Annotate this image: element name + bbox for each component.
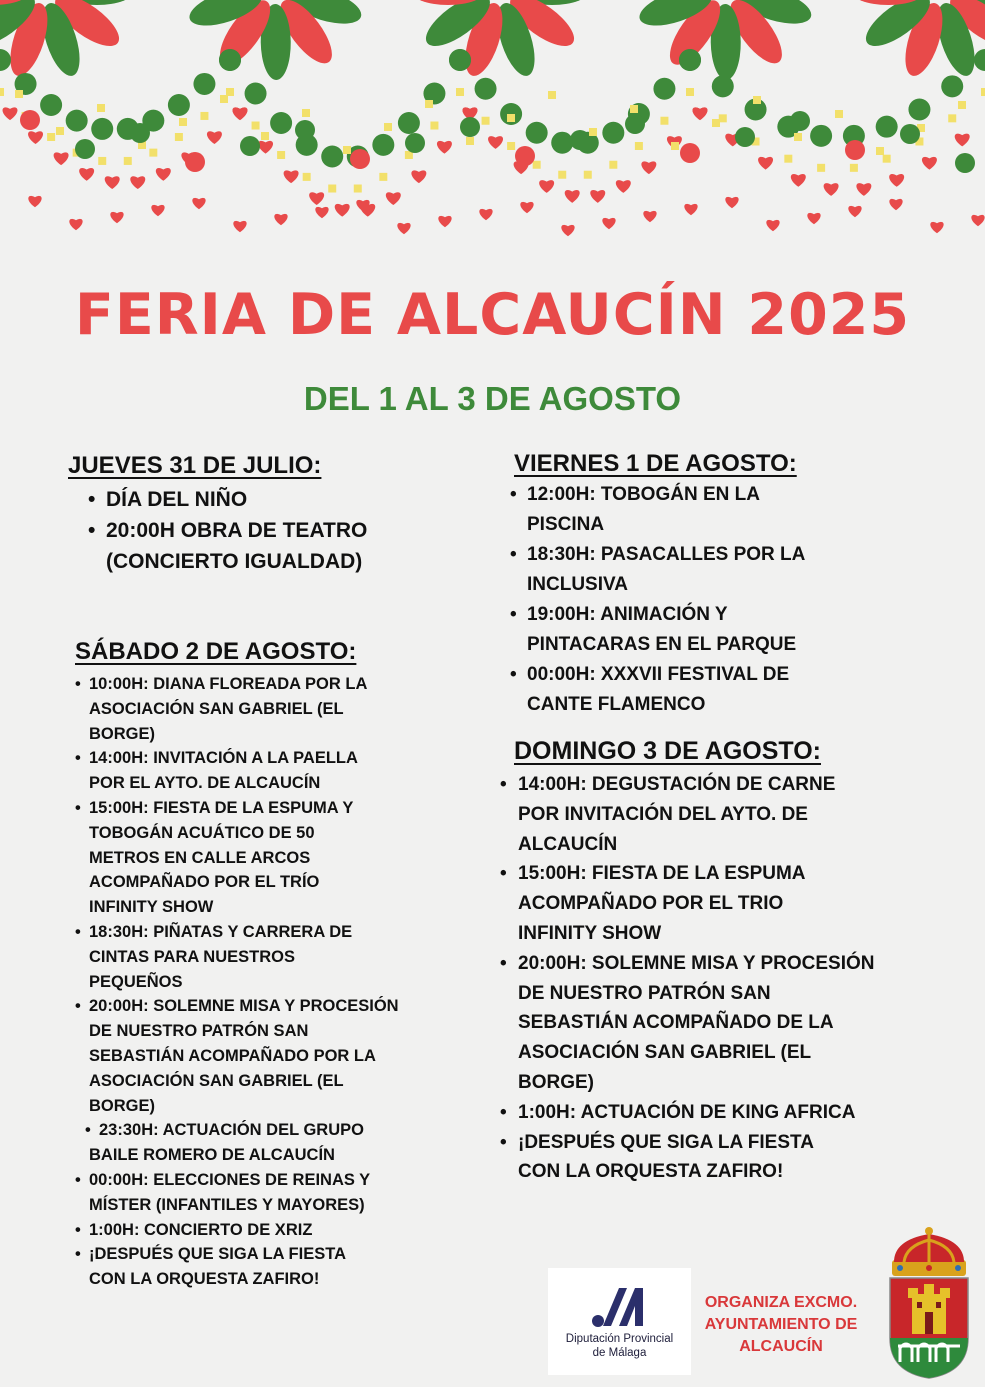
dot-shape — [515, 146, 535, 166]
dot-shape — [460, 117, 480, 137]
confetti-square-shape — [712, 119, 720, 127]
heart-icon — [971, 215, 984, 226]
heart-icon — [561, 225, 574, 236]
event-list-viernes — [514, 480, 854, 720]
confetti-square-shape — [507, 114, 515, 122]
confetti-square-shape — [784, 155, 792, 163]
confetti-square-shape — [635, 142, 643, 150]
heart-icon — [28, 131, 43, 144]
heart-icon — [192, 198, 205, 209]
heart-icon — [233, 221, 246, 232]
list-item: • 14:00H: INVITACIÓN A LA PAELLA POR EL AYTO. DE ALCAUCÍN — [89, 746, 389, 796]
heart-icon — [110, 212, 123, 223]
confetti-square-shape — [958, 101, 966, 109]
confetti-square-shape — [835, 110, 843, 118]
day-domingo — [514, 737, 894, 1187]
heart-icon — [437, 141, 452, 154]
page-title: FERIA DE ALCAUCÍN 2025 — [74, 282, 911, 348]
confetti-square-shape — [384, 123, 392, 131]
heart-icon — [28, 196, 41, 207]
confetti-square-shape — [794, 133, 802, 141]
dot-shape — [845, 140, 865, 160]
confetti-square-shape — [175, 133, 183, 141]
heart-icon — [438, 216, 451, 227]
heart-icon — [397, 223, 410, 234]
green-dot-shape — [245, 83, 267, 105]
sponsor-name-line1: Diputación Provincial — [565, 1333, 674, 1345]
confetti-square-shape — [609, 161, 617, 169]
list-item: • 23:30H: ACTUACIÓN DEL GRUPO BAILE ROMERO DE ALCAUCÍN — [89, 1118, 389, 1168]
list-item: • 1:00H: CONCIERTO DE XRIZ — [89, 1218, 399, 1243]
green-dot-shape — [398, 112, 420, 134]
confetti-square-shape — [261, 132, 269, 140]
dot-shape — [680, 143, 700, 163]
green-dot-shape — [193, 73, 215, 95]
confetti-square-shape — [584, 171, 592, 179]
confetti-square-shape — [430, 122, 438, 130]
confetti-square-shape — [47, 133, 55, 141]
green-dot-shape — [941, 75, 963, 97]
green-dot-shape — [372, 134, 394, 156]
heart-icon — [284, 170, 299, 183]
dot-shape — [350, 149, 370, 169]
dot-shape — [735, 127, 755, 147]
green-dot-shape — [449, 49, 471, 71]
heart-icon — [930, 222, 943, 233]
confetti-square-shape — [589, 128, 597, 136]
confetti-square-shape — [56, 127, 64, 135]
sponsor-name — [548, 1332, 691, 1360]
confetti-square-shape — [425, 100, 433, 108]
heart-icon — [922, 157, 937, 170]
confetti-square-shape — [630, 105, 638, 113]
list-item: • 15:00H: FIESTA DE LA ESPUMA ACOMPAÑADO POR EL TRIO INFINITY SHOW — [518, 859, 838, 948]
confetti-square-shape — [466, 137, 474, 145]
list-item: • 00:00H: ELECCIONES DE REINAS Y MÍSTER (INFANTILES Y MAYORES) — [89, 1168, 399, 1218]
confetti-square-shape — [226, 88, 234, 96]
event-list-domingo — [514, 770, 894, 1187]
heart-icon — [79, 168, 94, 181]
heart-icon — [3, 107, 18, 120]
green-dot-shape — [679, 49, 701, 71]
confetti-square-shape — [817, 164, 825, 172]
heart-icon — [565, 190, 580, 203]
day-heading-domingo: DOMINGO 3 DE AGOSTO: — [514, 737, 821, 765]
heart-icon — [807, 213, 820, 224]
heart-icon — [309, 192, 324, 205]
green-dot-shape — [475, 78, 497, 100]
event-dates: DEL 1 AL 3 DE AGOSTO — [303, 380, 682, 417]
dot-shape — [405, 133, 425, 153]
heart-icon — [258, 141, 273, 154]
green-dot-shape — [712, 75, 734, 97]
list-item: • 20:00H OBRA DE TEATRO (CONCIERTO IGUALDAD) — [106, 515, 406, 577]
list-item: • 1:00H: ACTUACIÓN DE KING AFRICA — [518, 1098, 883, 1128]
dot-shape — [185, 152, 205, 172]
confetti-square-shape — [533, 161, 541, 169]
heart-icon — [641, 161, 656, 174]
green-dot-shape — [876, 116, 898, 138]
day-jueves — [68, 452, 468, 577]
heart-icon — [539, 180, 554, 193]
organizer-line1: ORGANIZA EXCMO. — [704, 1294, 858, 1311]
heart-icon — [479, 209, 492, 220]
dot-shape — [295, 120, 315, 140]
organizer-line2: AYUNTAMIENTO DE — [704, 1316, 858, 1333]
heart-icon — [693, 107, 708, 120]
heart-icon — [602, 218, 615, 229]
list-item: • 10:00H: DIANA FLOREADA POR LA ASOCIACIÓN SAN GABRIEL (EL BORGE) — [89, 672, 394, 746]
green-dot-shape — [91, 118, 113, 140]
list-item: • 00:00H: XXXVII FESTIVAL DE CANTE FLAMENCO — [527, 660, 832, 720]
green-dot-shape — [66, 110, 88, 132]
confetti-square-shape — [302, 109, 310, 117]
list-item: • DÍA DEL NIÑO — [106, 484, 468, 515]
confetti-square-shape — [220, 95, 228, 103]
confetti-square-shape — [379, 173, 387, 181]
confetti-square-shape — [456, 88, 464, 96]
heart-icon — [130, 176, 145, 189]
event-list-jueves — [68, 484, 468, 577]
heart-icon — [69, 219, 82, 230]
green-dot-shape — [321, 146, 343, 168]
heart-icon — [207, 131, 222, 144]
heart-icon — [156, 168, 171, 181]
heart-icon — [616, 180, 631, 193]
confetti-square-shape — [0, 88, 4, 96]
confetti-square-shape — [343, 146, 351, 154]
day-sabado — [75, 638, 425, 1292]
confetti-square-shape — [124, 157, 132, 165]
day-viernes — [514, 450, 854, 720]
confetti-square-shape — [558, 171, 566, 179]
heart-icon — [151, 205, 164, 216]
heart-icon — [315, 207, 328, 218]
confetti-square-shape — [948, 114, 956, 122]
dot-shape — [130, 123, 150, 143]
heart-icon — [684, 204, 697, 215]
confetti-square-shape — [252, 122, 260, 130]
confetti-square-shape — [686, 88, 694, 96]
confetti-square-shape — [149, 149, 157, 157]
confetti-square-shape — [328, 185, 336, 193]
heart-icon — [758, 157, 773, 170]
dot-shape — [75, 139, 95, 159]
list-item: • ¡DESPUÉS QUE SIGA LA FIESTA CON LA ORQUESTA ZAFIRO! — [89, 1242, 374, 1292]
list-item: • 19:00H: ANIMACIÓN Y PINTACARAS EN EL PARQUE — [527, 600, 827, 660]
heart-icon — [889, 174, 904, 187]
green-dot-shape — [168, 94, 190, 116]
organizer-text — [696, 1292, 866, 1358]
green-dot-shape — [0, 49, 11, 71]
sponsor-name-line2: de Málaga — [592, 1347, 647, 1359]
green-dot-shape — [219, 49, 241, 71]
dot-shape — [900, 124, 920, 144]
heart-icon — [590, 190, 605, 203]
green-dot-shape — [551, 132, 573, 154]
heart-icon — [411, 170, 426, 183]
confetti-square-shape — [850, 164, 858, 172]
confetti-square-shape — [200, 112, 208, 120]
festive-garland-decoration — [0, 0, 985, 250]
heart-icon — [856, 183, 871, 196]
confetti-square-shape — [548, 91, 556, 99]
green-dot-shape — [810, 125, 832, 147]
confetti-square-shape — [98, 157, 106, 165]
heart-icon — [105, 176, 120, 189]
confetti-square-shape — [753, 96, 761, 104]
confetti-square-shape — [277, 151, 285, 159]
list-item: • 15:00H: FIESTA DE LA ESPUMA Y TOBOGÁN ACUÁTICO DE 50 METROS EN CALLE ARCOS ACOMPAÑADO POR EL TRÍO INFINITY SHOW — [89, 796, 384, 920]
confetti-square-shape — [482, 117, 490, 125]
heart-icon — [848, 206, 861, 217]
heart-icon — [955, 134, 970, 147]
green-dot-shape — [40, 94, 62, 116]
heart-icon — [824, 183, 839, 196]
confetti-square-shape — [507, 142, 515, 150]
day-heading-viernes: VIERNES 1 DE AGOSTO: — [514, 450, 797, 477]
list-item: • 12:00H: TOBOGÁN EN LA PISCINA — [527, 480, 797, 540]
heart-icon — [488, 136, 503, 149]
dot-shape — [570, 130, 590, 150]
confetti-square-shape — [15, 90, 23, 98]
list-item: • 18:30H: PIÑATAS Y CARRERA DE CINTAS PARA NUESTROS PEQUEÑOS — [89, 920, 379, 994]
confetti-square-shape — [303, 173, 311, 181]
heart-icon — [889, 199, 902, 210]
list-item: • 20:00H: SOLEMNE MISA Y PROCESIÓN DE NUESTRO PATRÓN SAN SEBASTIÁN ACOMPAÑADO POR LA ASOCIACIÓN SAN GABRIEL (EL BORGE) — [89, 994, 399, 1118]
green-dot-shape — [270, 112, 292, 134]
day-heading-sabado: SÁBADO 2 DE AGOSTO: — [75, 638, 357, 665]
list-item: • ¡DESPUÉS QUE SIGA LA FIESTA CON LA ORQUESTA ZAFIRO! — [518, 1128, 838, 1188]
heart-icon — [233, 107, 248, 120]
confetti-square-shape — [981, 88, 985, 96]
green-dot-shape — [602, 122, 624, 144]
heart-icon — [54, 152, 69, 165]
heart-icon — [725, 197, 738, 208]
list-item: • 20:00H: SOLEMNE MISA Y PROCESIÓN DE NUESTRO PATRÓN SAN SEBASTIÁN ACOMPAÑADO DE LA ASOCIACIÓN SAN GABRIEL (EL BORGE) — [518, 949, 880, 1098]
confetti-square-shape — [354, 185, 362, 193]
heart-icon — [386, 192, 401, 205]
heart-icon — [335, 204, 350, 217]
dot-shape — [790, 111, 810, 131]
list-item: • 18:30H: PASACALLES POR LA INCLUSIVA — [527, 540, 807, 600]
green-dot-shape — [908, 98, 930, 120]
dot-shape — [955, 153, 975, 173]
heart-icon — [274, 214, 287, 225]
confetti-square-shape — [660, 117, 668, 125]
event-list-sabado — [75, 672, 425, 1292]
heart-icon — [791, 174, 806, 187]
coat-of-arms-icon — [884, 1226, 974, 1380]
confetti-square-shape — [97, 104, 105, 112]
list-item: • 14:00H: DEGUSTACIÓN DE CARNE POR INVITACIÓN DEL AYTO. DE ALCAUCÍN — [518, 770, 868, 859]
day-heading-jueves: JUEVES 31 DE JULIO: — [68, 452, 322, 479]
heart-icon — [766, 220, 779, 231]
organizer-line3: ALCAUCÍN — [739, 1338, 823, 1355]
sponsor-diputacion — [548, 1268, 691, 1375]
dot-shape — [625, 114, 645, 134]
confetti-square-shape — [671, 142, 679, 150]
green-dot-shape — [974, 49, 985, 71]
confetti-square-shape — [179, 118, 187, 126]
heart-icon — [643, 211, 656, 222]
diputacion-logo-icon — [591, 1286, 649, 1328]
confetti-square-shape — [883, 155, 891, 163]
green-dot-shape — [526, 122, 548, 144]
green-dot-shape — [653, 78, 675, 100]
heart-icon — [520, 202, 533, 213]
dot-shape — [240, 136, 260, 156]
dot-shape — [20, 110, 40, 130]
confetti-square-shape — [876, 147, 884, 155]
